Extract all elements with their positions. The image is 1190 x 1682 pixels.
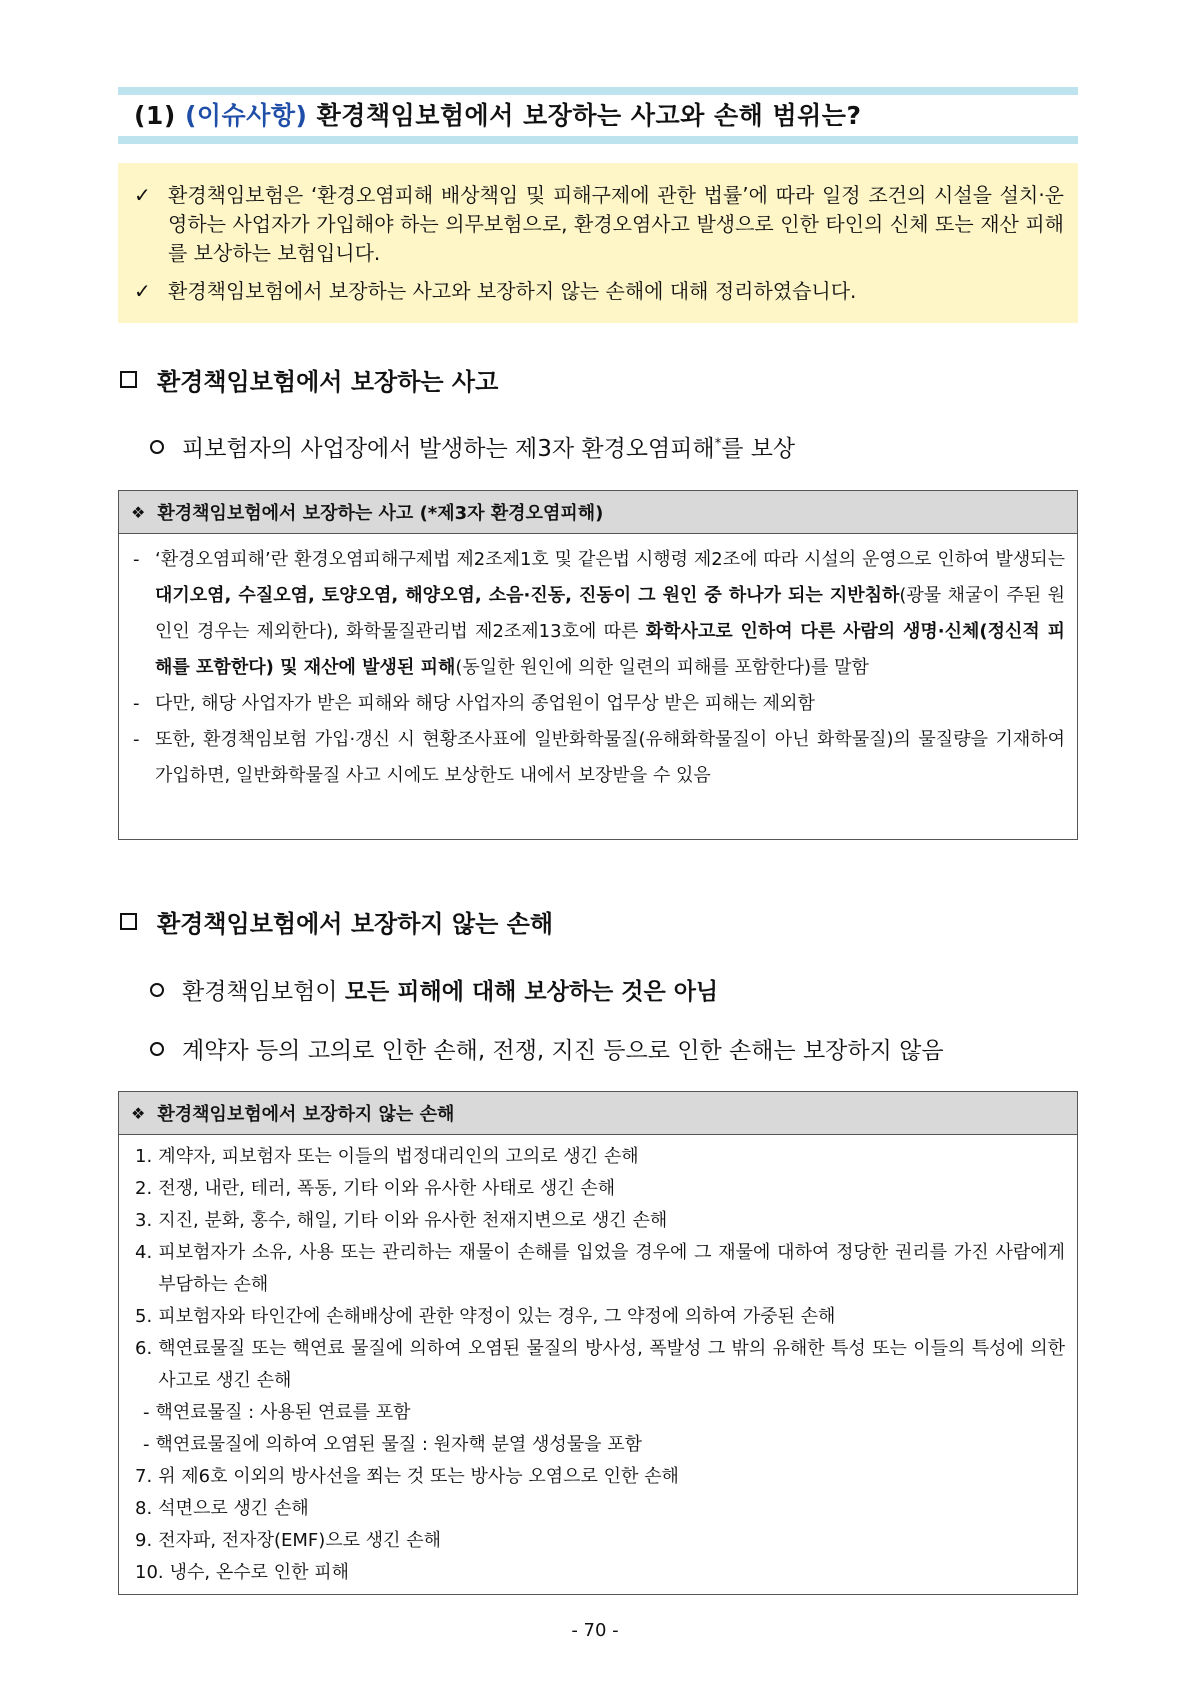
- diamond-bullet-icon: ❖: [131, 1103, 146, 1123]
- bullet-text: 계약자 등의 고의로 인한 손해, 전쟁, 지진 등으로 인한 손해는 보장하지 않음: [182, 1038, 944, 1064]
- footnote-mark: *: [714, 436, 722, 452]
- exclusion-paragraph: - 다만, 해당 사업자가 받은 피해와 해당 사업자의 종업원이 업무상 받은 피해는 제외함: [133, 693, 815, 714]
- list-item: 7. 위 제6호 이외의 방사선을 쬐는 것 또는 방사능 오염으로 인한 손해: [135, 1466, 679, 1487]
- section-heading-text: 환경책임보험에서 보장하는 사고: [157, 368, 499, 396]
- list-item: 4. 피보험자가 소유, 사용 또는 관리하는 재물이 손해를 입었을 경우에 그 재물에 대하여 정당한 권리를 가진 사람에게 부담하는 손해: [135, 1242, 1065, 1295]
- not-covered-bullet-1: [150, 973, 718, 1006]
- title-text: 환경책임보험에서 보장하는 사고와 손해 범위는?: [316, 101, 862, 130]
- list-item: 3. 지진, 분화, 홍수, 해일, 기타 이와 유사한 천재지변으로 생긴 손해: [135, 1210, 668, 1231]
- page-title: [134, 96, 861, 132]
- exclusion-list: [119, 1135, 1077, 1593]
- circle-bullet-icon: [150, 983, 164, 997]
- bullet-text: 환경책임보험이 모든 피해에 대해 보상하는 것은 아님: [182, 979, 719, 1005]
- definition-paragraph: - ‘환경오염피해’란 환경오염피해구제법 제2조제1호 및 같은법 시행령 제2조에 따라 시설의 운영으로 인하여 발생되는 대기오염, 수질오염, 토양오염, 해양오염, 소음·진동, 진동이 그 원인 중 하나가 되는 지반침하(광물 채굴이 주된 원인인 경우는 제외한다), 화학물질관리법 제2조제13호에 따른 화학사고로 인하여 다른 사람의 생명·신체(정신적 피해를 포함한다) 및 재산에 발생된 피해(동일한 원인에 의한 일련의 피해를 포함한다)를 말함: [133, 549, 1066, 678]
- circle-bullet-icon: [150, 440, 164, 454]
- section-heading-text: 환경책임보험에서 보장하지 않는 손해: [157, 910, 554, 938]
- not-covered-bullet-2: [150, 1032, 944, 1065]
- list-item: 10. 냉수, 온수로 인한 피해: [135, 1562, 350, 1583]
- list-sub-item: - 핵연료물질 : 사용된 연료를 포함: [143, 1402, 411, 1423]
- summary-box: [118, 163, 1078, 323]
- summary-text: 환경책임보험에서 보장하는 사고와 보장하지 않는 손해에 대해 정리하였습니다.: [168, 279, 857, 303]
- list-sub-item: - 핵연료물질에 의하여 오염된 물질 : 원자핵 분열 생성물을 포함: [143, 1434, 643, 1455]
- square-bullet-icon: [120, 371, 137, 388]
- section-heading-covered: [120, 362, 498, 397]
- not-covered-loss-box: [118, 1091, 1078, 1595]
- additional-paragraph: - 또한, 환경책임보험 가입·갱신 시 현황조사표에 일반화학물질(유해화학물질이 아닌 화학물질)의 물질량을 기재하여 가입하면, 일반화학물질 사고 시에도 보상한도 내에서 보장받을 수 있음: [133, 729, 1065, 786]
- check-icon: ✓: [134, 279, 151, 303]
- box-title-text: 환경책임보험에서 보장하지 않는 손해: [157, 1104, 455, 1125]
- covered-accident-box: [118, 490, 1078, 840]
- box-body: [119, 534, 1077, 802]
- title-bar-top: [118, 87, 1078, 95]
- square-bullet-icon: [120, 913, 137, 930]
- title-tag: (이슈사항): [184, 101, 308, 130]
- list-item: 2. 전쟁, 내란, 테러, 폭동, 기타 이와 유사한 사태로 생긴 손해: [135, 1178, 616, 1199]
- list-item: 6. 핵연료물질 또는 핵연료 물질에 의하여 오염된 물질의 방사성, 폭발성 그 밖의 유해한 특성 또는 이들의 특성에 의한 사고로 생긴 손해: [135, 1338, 1065, 1391]
- title-number: (1): [134, 101, 176, 130]
- check-icon: ✓: [134, 183, 151, 207]
- list-item: 9. 전자파, 전자장(EMF)으로 생긴 손해: [135, 1530, 442, 1551]
- summary-item: [132, 181, 1064, 268]
- diamond-bullet-icon: ❖: [131, 502, 146, 522]
- bullet-text: 피보험자의 사업장에서 발생하는 제3자 환경오염피해*를 보상: [182, 436, 796, 462]
- summary-item: [132, 277, 1064, 306]
- page-number: - 70 -: [571, 1620, 619, 1641]
- section-heading-not-covered: [120, 904, 553, 939]
- box-title: [119, 491, 1077, 534]
- covered-bullet: [150, 430, 795, 463]
- box-title: [119, 1092, 1077, 1135]
- box-title-text: 환경책임보험에서 보장하는 사고 (*제3자 환경오염피해): [157, 503, 604, 524]
- list-item: 5. 피보험자와 타인간에 손해배상에 관한 약정이 있는 경우, 그 약정에 의하여 가중된 손해: [135, 1306, 836, 1327]
- title-bar-bottom: [118, 136, 1078, 144]
- summary-text: 환경책임보험은 ‘환경오염피해 배상책임 및 피해구제에 관한 법률’에 따라 일정 조건의 시설을 설치·운영하는 사업자가 가입해야 하는 의무보험으로, 환경오염사고 발생으로 인한 타인의 신체 또는 재산 피해를 보상하는 보험입니다.: [168, 183, 1064, 265]
- list-item: 8. 석면으로 생긴 손해: [135, 1498, 309, 1519]
- circle-bullet-icon: [150, 1042, 164, 1056]
- list-item: 1. 계약자, 피보험자 또는 이들의 법정대리인의 고의로 생긴 손해: [135, 1146, 639, 1167]
